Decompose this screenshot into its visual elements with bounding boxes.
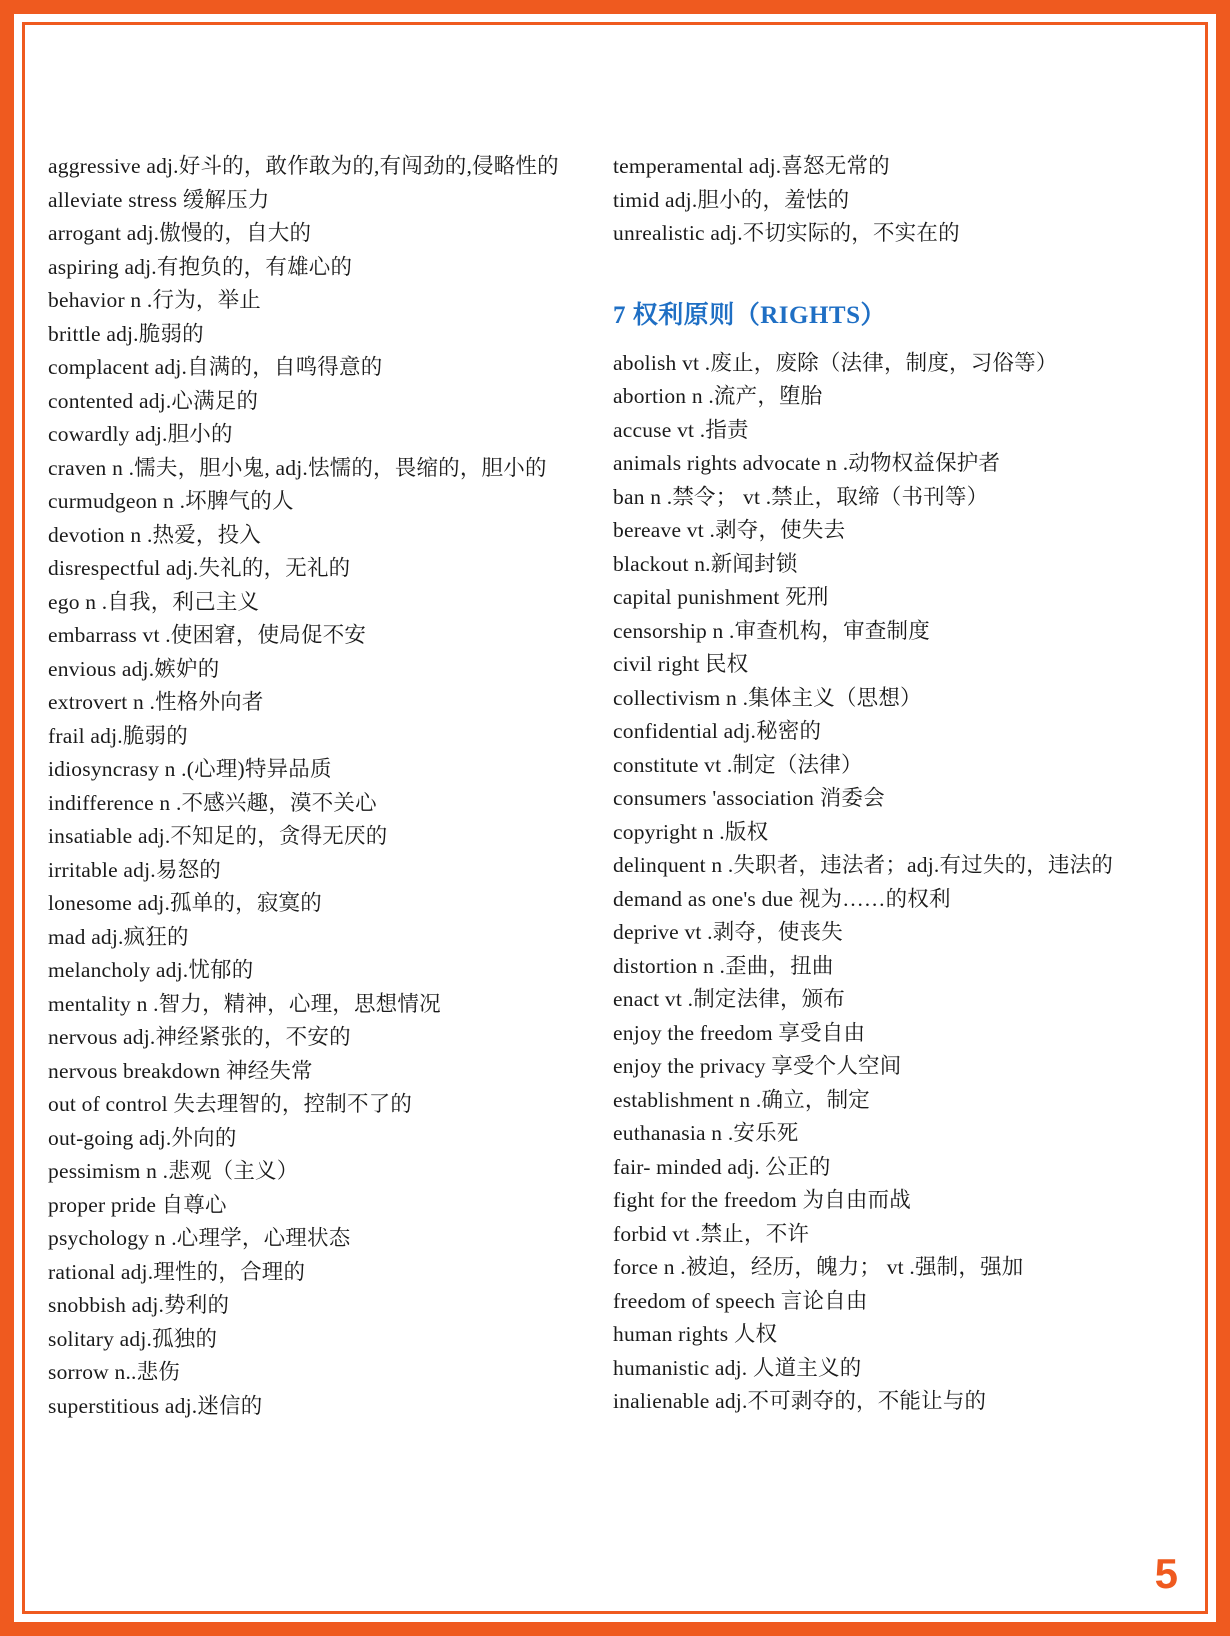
vocab-entry: collectivism n .集体主义（思想） — [613, 685, 922, 710]
vocab-entry: nervous breakdown 神经失常 — [48, 1058, 313, 1083]
vocab-entry: melancholy adj.忧郁的 — [48, 958, 254, 982]
vocab-entry: fair- minded adj. 公正的 — [613, 1154, 831, 1179]
vocab-entry: insatiable adj.不知足的，贪得无厌的 — [48, 824, 388, 848]
vocab-entry: accuse vt .指责 — [613, 417, 749, 442]
vocab-entry: sorrow n..悲伤 — [48, 1360, 180, 1384]
vocab-entry: bereave vt .剥夺，使失去 — [613, 518, 846, 542]
vocab-entry: capital punishment 死刑 — [613, 585, 829, 609]
vocab-entry: deprive vt .剥夺，使丧失 — [613, 920, 843, 944]
left-column — [48, 150, 593, 1423]
vocab-entry: brittle adj.脆弱的 — [48, 321, 204, 346]
right-column — [613, 150, 1158, 1423]
vocab-entry: copyright n .版权 — [613, 819, 769, 844]
vocab-entry: inalienable adj.不可剥夺的，不能让与的 — [613, 1389, 987, 1413]
vocab-entry: forbid vt .禁止，不许 — [613, 1221, 810, 1246]
vocab-entry: craven n .懦夫，胆小鬼, adj.怯懦的，畏缩的，胆小的 — [48, 455, 547, 480]
vocab-entry: frail adj.脆弱的 — [48, 723, 188, 748]
vocab-entry: envious adj.嫉妒的 — [48, 656, 220, 681]
vocab-entry: constitute vt .制定（法律） — [613, 752, 863, 777]
vocab-entry: force n .被迫，经历，魄力； vt .强制，强加 — [613, 1255, 1024, 1279]
vocab-entry: contented adj.心满足的 — [48, 388, 259, 413]
vocab-entry: curmudgeon n .坏脾气的人 — [48, 489, 294, 513]
vocab-entry: timid adj.胆小的，羞怯的 — [613, 187, 850, 212]
vocab-entry: temperamental adj.喜怒无常的 — [613, 154, 890, 178]
vocab-entry: irritable adj.易怒的 — [48, 857, 221, 882]
vocab-entry: alleviate stress 缓解压力 — [48, 187, 270, 212]
vocab-entry: aggressive adj.好斗的，敢作敢为的,有闯劲的,侵略性的 — [48, 154, 559, 178]
vocab-entry: embarrass vt .使困窘，使局促不安 — [48, 623, 367, 647]
vocab-entry: devotion n .热爱，投入 — [48, 522, 262, 547]
vocab-entry: civil right 民权 — [613, 652, 749, 676]
vocab-entry: blackout n.新闻封锁 — [613, 551, 798, 576]
vocab-entry: mentality n .智力，精神，心理，思想情况 — [48, 991, 441, 1016]
vocab-entry: complacent adj.自满的，自鸣得意的 — [48, 355, 383, 379]
vocab-entry: animals rights advocate n .动物权益保护者 — [613, 451, 1001, 475]
vocab-entry: delinquent n .失职者，违法者；adj.有过失的，违法的 — [613, 853, 1114, 877]
vocab-entry: superstitious adj.迷信的 — [48, 1393, 263, 1418]
vocab-entry: ego n .自我，利己主义 — [48, 589, 260, 614]
vocab-entry: disrespectful adj.失礼的，无礼的 — [48, 556, 351, 580]
vocab-entry: aspiring adj.有抱负的，有雄心的 — [48, 254, 353, 279]
vocab-entry: extrovert n .性格外向者 — [48, 690, 264, 714]
vocab-entry: confidential adj.秘密的 — [613, 719, 822, 743]
page-number: 5 — [1154, 1550, 1178, 1597]
vocab-entry: human rights 人权 — [613, 1322, 778, 1346]
vocab-entry: establishment n .确立，制定 — [613, 1087, 871, 1112]
vocab-entry: solitary adj.孤独的 — [48, 1326, 218, 1351]
vocab-entry: cowardly adj.胆小的 — [48, 422, 233, 446]
vocab-entry: abortion n .流产，堕胎 — [613, 384, 823, 408]
page-content — [48, 150, 1158, 1423]
vocab-entry: censorship n .审查机构，审查制度 — [613, 618, 930, 643]
vocab-entry: behavior n .行为，举止 — [48, 288, 261, 312]
vocab-entry: lonesome adj.孤单的，寂寞的 — [48, 891, 322, 915]
vocab-entry: abolish vt .废止，废除（法律，制度，习俗等） — [613, 350, 1058, 375]
vocab-entry: enact vt .制定法律，颁布 — [613, 987, 846, 1011]
vocab-entry: out-going adj.外向的 — [48, 1125, 237, 1150]
vocab-entry: freedom of speech 言论自由 — [613, 1288, 868, 1313]
vocab-entry: indifference n .不感兴趣，漠不关心 — [48, 790, 377, 815]
vocab-entry: arrogant adj.傲慢的，自大的 — [48, 221, 312, 245]
vocab-entry: enjoy the privacy 享受个人空间 — [613, 1054, 902, 1078]
vocab-entry: ban n .禁令； vt .禁止，取缔（书刊等） — [613, 484, 989, 509]
vocab-entry: enjoy the freedom 享受自由 — [613, 1020, 866, 1045]
vocab-entry: euthanasia n .安乐死 — [613, 1121, 799, 1145]
vocab-entry: fight for the freedom 为自由而战 — [613, 1188, 911, 1212]
vocab-entry: humanistic adj. 人道主义的 — [613, 1355, 862, 1380]
vocab-entry: rational adj.理性的，合理的 — [48, 1259, 306, 1284]
vocab-entry: psychology n .心理学，心理状态 — [48, 1226, 351, 1250]
vocab-entry: pessimism n .悲观（主义） — [48, 1159, 299, 1183]
vocab-entry: unrealistic adj.不切实际的，不实在的 — [613, 221, 960, 245]
vocab-entry: idiosyncrasy n .(心理)特异品质 — [48, 757, 332, 781]
vocab-entry: proper pride 自尊心 — [48, 1192, 227, 1217]
vocab-entry: mad adj.疯狂的 — [48, 924, 189, 949]
vocab-entry: snobbish adj.势利的 — [48, 1293, 230, 1317]
vocab-entry: out of control 失去理智的，控制不了的 — [48, 1092, 413, 1116]
vocab-entry: demand as one's due 视为……的权利 — [613, 886, 951, 911]
vocab-entry: consumers 'association 消委会 — [613, 786, 885, 810]
vocab-entry: nervous adj.神经紧张的，不安的 — [48, 1025, 351, 1049]
section-heading: 7 权利原则（RIGHTS） — [613, 301, 887, 329]
vocab-entry: distortion n .歪曲，扭曲 — [613, 953, 834, 978]
